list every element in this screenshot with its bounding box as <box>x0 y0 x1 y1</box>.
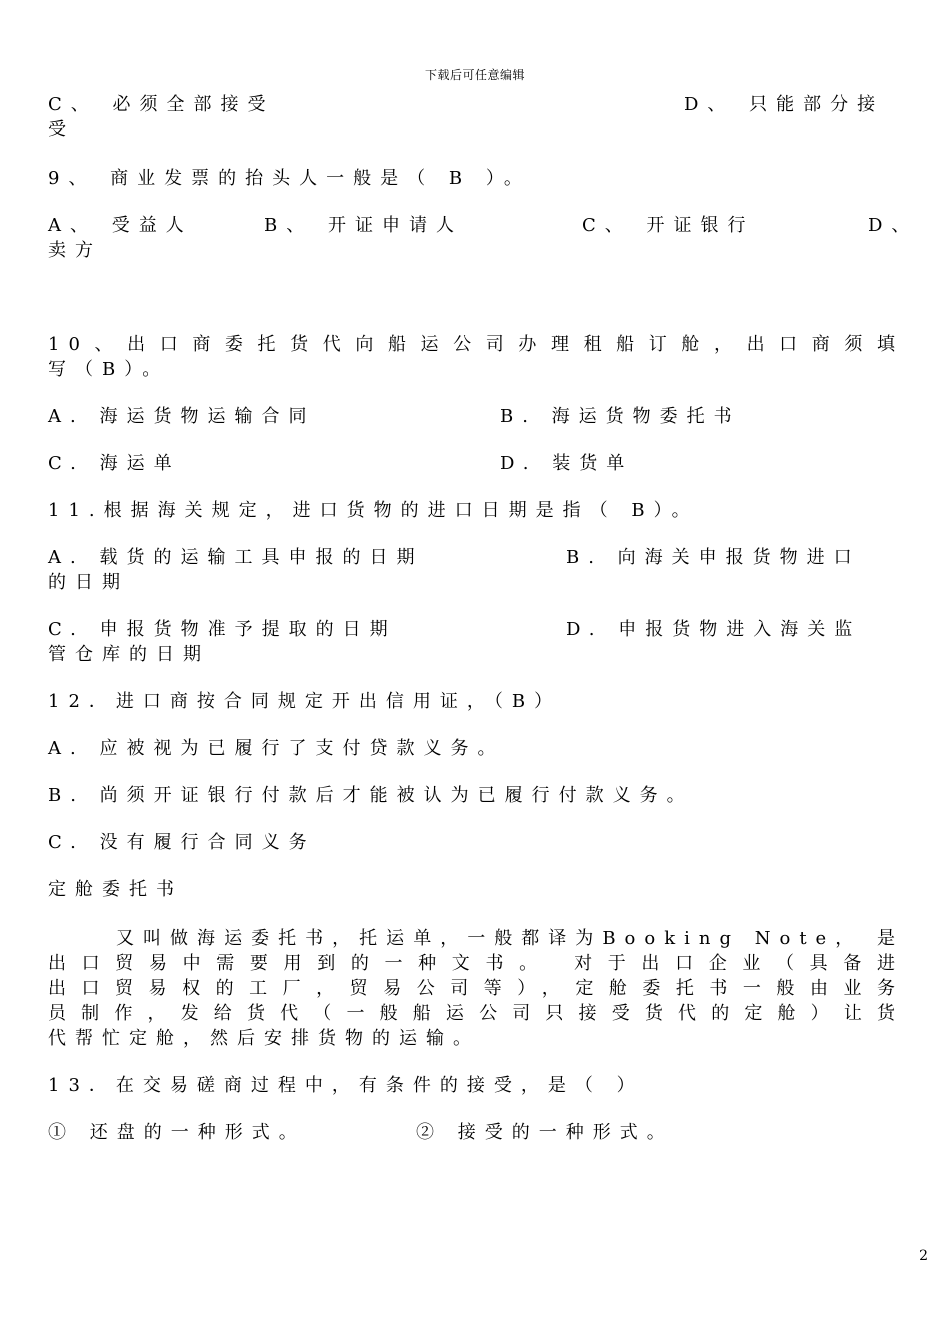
note-line-5: 代帮忙定舱，然后安排货物的运输。 <box>48 1028 480 1049</box>
q11-option-c: C. 申报货物准予提取的日期 <box>48 619 397 640</box>
note-line-2: 出口贸易中需要用到的一种文书。 对于出口企业（具备进 <box>48 953 904 974</box>
q12-option-a: A. 应被视为已履行了支付贷款义务。 <box>48 738 505 759</box>
q12-stem: 12．进口商按合同规定开出信用证，（B） <box>48 691 562 712</box>
q10-option-b: B. 海运货物委托书 <box>500 406 741 427</box>
q9-option-d-continued: 卖方 <box>48 240 102 261</box>
note-line-1: 又叫做海运委托书，托运单，一般都译为Booking Note， 是 <box>116 928 904 949</box>
q11-option-b: B. 向海关申报货物进口 <box>566 547 861 568</box>
q8-option-c: C、 必须全部接受 <box>48 94 275 115</box>
q12-option-b: B. 尚须开证银行付款后才能被认为已履行付款义务。 <box>48 785 694 806</box>
q11-option-a: A. 载货的运输工具申报的日期 <box>48 547 424 568</box>
q9-option-d: D、 <box>868 215 919 236</box>
q9-stem: 9、 商业发票的抬头人一般是（ B ）。 <box>48 168 531 189</box>
q11-stem: 11.根据海关规定，进口货物的进口日期是指（ B）。 <box>48 500 699 521</box>
q13-option-1: ① 还盘的一种形式。 <box>48 1122 306 1143</box>
q11-option-d-continued: 管仓库的日期 <box>48 644 210 665</box>
q12-option-c: C. 没有履行合同义务 <box>48 832 316 853</box>
q10-option-a: A. 海运货物运输合同 <box>48 406 316 427</box>
q10-option-d: D. 装货单 <box>500 453 634 474</box>
q10-option-c: C. 海运单 <box>48 453 181 474</box>
q9-option-c: C、 开证银行 <box>582 215 755 236</box>
q10-stem-line2: 写（B）。 <box>48 359 170 380</box>
q10-stem-line1: 10、出口商委托货代向船运公司办理租船订舱，出口商须填 <box>48 334 904 355</box>
q11-option-b-continued: 的日期 <box>48 572 129 593</box>
q8-option-d: D、 只能部分接 <box>684 94 885 115</box>
q8-option-d-continued: 受 <box>48 119 75 140</box>
note-line-3: 出口贸易权的工厂，贸易公司等），定舱委托书一般由业务 <box>48 978 904 999</box>
q13-option-2: ② 接受的一种形式。 <box>416 1122 674 1143</box>
page-header: 下载后可任意编辑 <box>424 68 525 82</box>
note-title: 定舱委托书 <box>48 879 183 900</box>
page-number: 2 <box>919 1248 928 1264</box>
q13-stem: 13．在交易磋商过程中，有条件的接受，是（ ） <box>48 1075 644 1096</box>
note-line-4: 员制作，发给货代（一般船运公司只接受货代的定舱）让货 <box>48 1003 904 1024</box>
q11-option-d: D. 申报货物进入海关监 <box>566 619 862 640</box>
q9-option-b: B、 开证申请人 <box>264 215 463 236</box>
q9-option-a: A、 受益人 <box>48 215 193 236</box>
